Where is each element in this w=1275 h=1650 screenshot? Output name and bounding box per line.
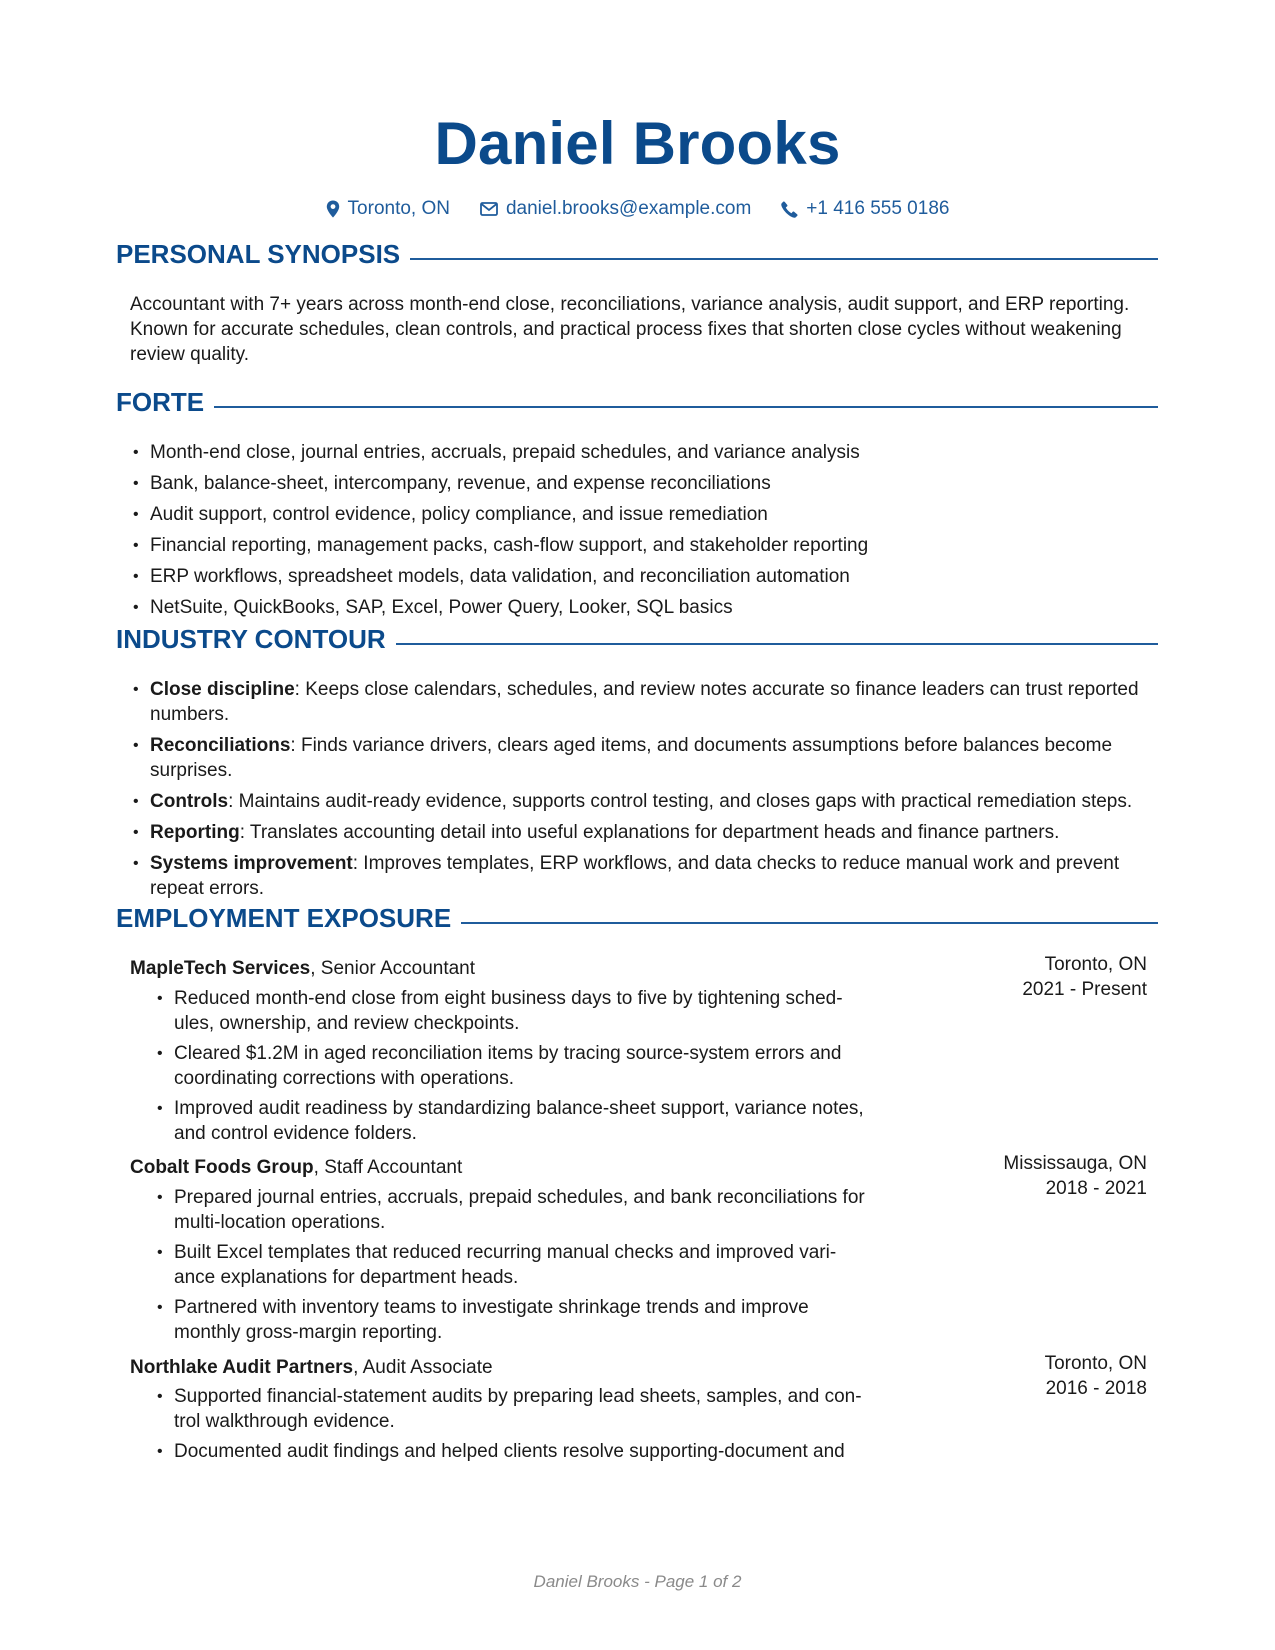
item-term: Controls <box>150 791 229 812</box>
forte-list <box>130 440 1150 626</box>
job-location: Toronto, ON <box>1044 954 1147 975</box>
item-text: : Maintains audit-ready evidence, supports control testing, and closes gaps with practical remediation steps. <box>228 791 1133 812</box>
list-item: • Prepared journal entries, accruals, prepaid schedules, and bank reconciliations for multi-location operations. <box>154 1185 868 1235</box>
list-item: • Supported financial-statement audits by preparing lead sheets, samples, and con-trol walkthrough evidence. <box>154 1384 868 1434</box>
item-term: Reconciliations <box>150 735 291 756</box>
section-employment-title <box>116 901 1158 935</box>
section-label: FORTE <box>116 387 205 417</box>
synopsis-text: Accountant with 7+ years across month-end close, reconciliations, variance analysis, audit support, and ERP reporting. Known for accurate schedules, clean controls, and practical process fixes that shorten close cycles without weakening review quality. <box>130 294 1130 365</box>
section-rule <box>410 258 1158 260</box>
contact-location <box>326 196 450 222</box>
list-item: • ERP workflows, spreadsheet models, data validation, and reconciliation automation <box>130 564 1150 589</box>
list-item: • Cleared $1.2M in aged reconciliation items by tracing source-system errors and coordinating corrections with operations. <box>154 1041 868 1091</box>
item-text: : Improves templates, ERP workflows, and data checks to reduce manual work and prevent repeat errors. <box>150 853 1120 899</box>
job-role: , Staff Accountant <box>313 1157 463 1178</box>
job-meta <box>1045 1351 1147 1401</box>
item-term: Reporting <box>150 822 240 843</box>
item-text: : Keeps close calendars, schedules, and review notes accurate so finance leaders can trust reported numbers. <box>150 679 1139 725</box>
list-item <box>130 789 1150 814</box>
contact-email[interactable] <box>480 196 751 222</box>
section-contour-title <box>116 622 1158 656</box>
section-rule <box>396 643 1158 645</box>
email-link[interactable]: daniel.brooks@example.com <box>505 198 752 219</box>
item-term: Systems improvement <box>150 853 353 874</box>
job-location: Mississauga, ON <box>1003 1153 1147 1174</box>
item-term: Close discipline <box>150 679 295 700</box>
job-role: , Audit Associate <box>353 1357 493 1378</box>
section-label: PERSONAL SYNOPSIS <box>116 239 401 269</box>
page-footer: Daniel Brooks - Page 1 of 2 <box>533 1572 742 1591</box>
section-rule <box>214 406 1158 408</box>
list-item: • Improved audit readiness by standardizing balance-sheet support, variance notes, and control evidence folders. <box>154 1096 868 1146</box>
list-item: • Built Excel templates that reduced recurring manual checks and improved vari-ance explanations for department heads. <box>154 1240 868 1290</box>
contour-list <box>130 677 1150 907</box>
job-heading <box>130 1155 462 1180</box>
job-heading <box>130 1355 493 1380</box>
envelope-icon <box>480 202 498 216</box>
list-item: • Month-end close, journal entries, accruals, prepaid schedules, and variance analysis <box>130 440 1150 465</box>
job-company: Northlake Audit Partners <box>130 1357 354 1378</box>
job-dates: 2018 - 2021 <box>1045 1178 1147 1199</box>
job-meta <box>1022 952 1147 1002</box>
job-company: MapleTech Services <box>130 958 311 979</box>
phone-text[interactable]: +1 416 555 0186 <box>806 198 950 219</box>
job-role: , Senior Accountant <box>310 958 476 979</box>
contact-bar <box>0 196 1275 222</box>
list-item <box>130 820 1150 845</box>
list-item: • Partnered with inventory teams to investigate shrinkage trends and improve monthly gross-margin reporting. <box>154 1295 868 1345</box>
list-item: • Reduced month-end close from eight business days to five by tightening sched-ules, ownership, and review checkpoints. <box>154 986 868 1036</box>
list-item <box>130 677 1150 727</box>
job-location: Toronto, ON <box>1044 1353 1147 1374</box>
job-company: Cobalt Foods Group <box>130 1157 314 1178</box>
section-label: EMPLOYMENT EXPOSURE <box>116 903 452 933</box>
section-rule <box>461 922 1158 924</box>
job-bullet-list <box>154 1185 868 1350</box>
list-item <box>130 851 1150 901</box>
job-bullet-list <box>154 986 868 1151</box>
list-item: • Audit support, control evidence, policy compliance, and issue remediation <box>130 502 1150 527</box>
item-text: : Translates accounting detail into useful explanations for department heads and finance partners. <box>239 822 1060 843</box>
section-forte-title <box>116 385 1158 419</box>
map-pin-icon <box>326 200 340 218</box>
job-bullet-list <box>154 1384 868 1469</box>
phone-icon <box>781 201 798 218</box>
section-label: INDUSTRY CONTOUR <box>116 624 386 654</box>
job-dates: 2016 - 2018 <box>1045 1378 1147 1399</box>
job-heading <box>130 956 475 981</box>
item-text: : Finds variance drivers, clears aged items, and documents assumptions before balances become surprises. <box>150 735 1113 781</box>
location-text: Toronto, ON <box>347 198 450 219</box>
contact-phone[interactable] <box>781 196 949 222</box>
job-meta <box>1003 1151 1147 1201</box>
list-item: • Financial reporting, management packs, cash-flow support, and stakeholder reporting <box>130 533 1150 558</box>
list-item <box>130 733 1150 783</box>
job-dates: 2021 - Present <box>1022 979 1147 1000</box>
list-item: • Bank, balance-sheet, intercompany, revenue, and expense reconciliations <box>130 471 1150 496</box>
candidate-name: Daniel Brooks <box>434 110 841 177</box>
section-synopsis-title <box>116 237 1158 271</box>
list-item: • NetSuite, QuickBooks, SAP, Excel, Power Query, Looker, SQL basics <box>130 595 1150 620</box>
list-item: • Documented audit findings and helped clients resolve supporting-document and <box>154 1439 868 1464</box>
